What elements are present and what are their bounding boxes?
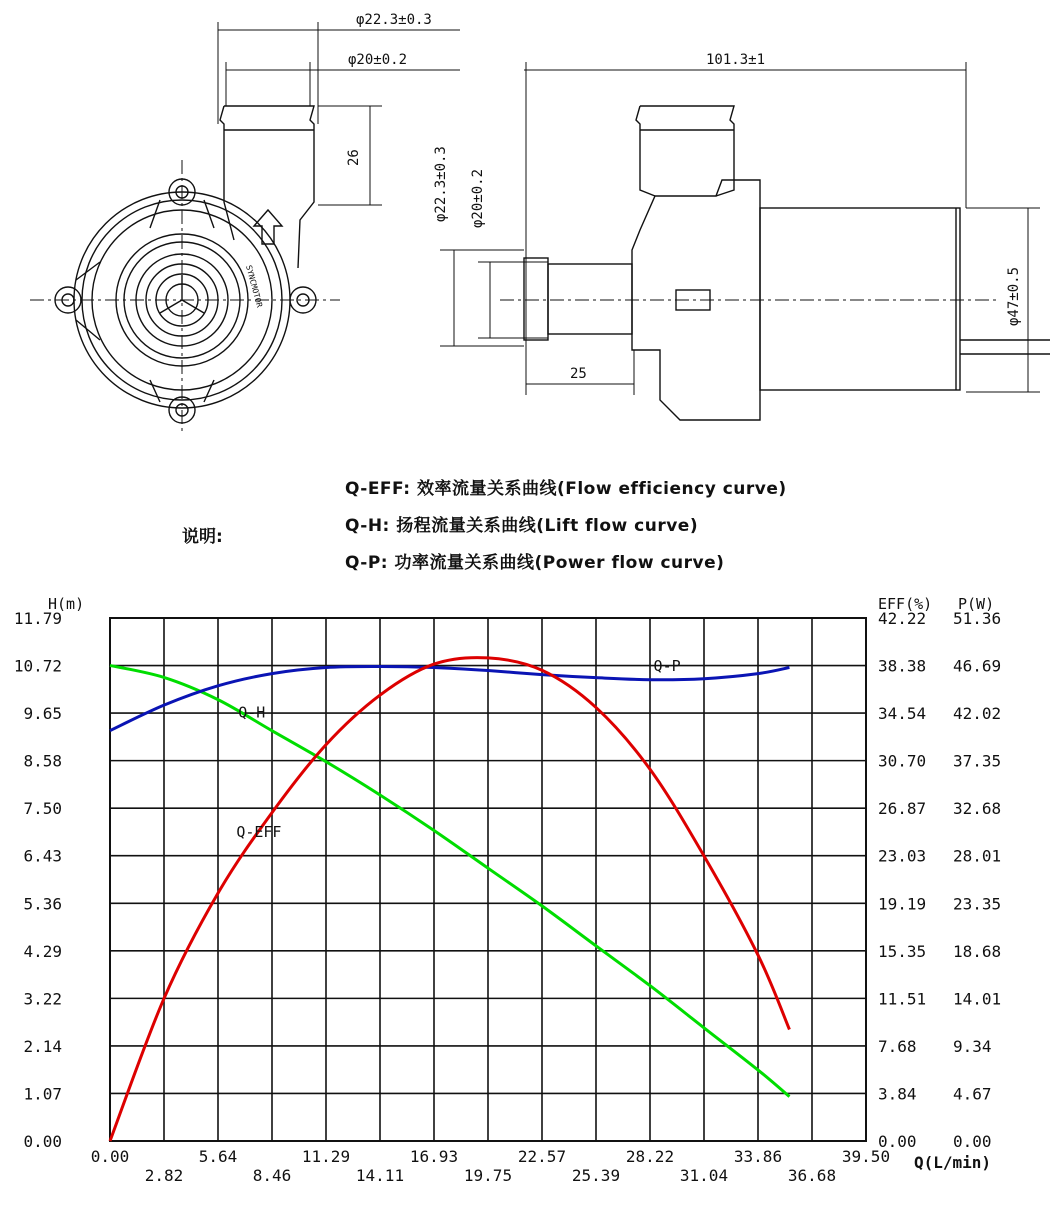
legend-item-p: Q-P: 功率流量关系曲线(Power flow curve) — [345, 553, 725, 573]
y-tick-label-power: 0.00 — [953, 1132, 992, 1151]
dim-side-outer-label: φ22.3±0.3 — [433, 146, 449, 222]
dim-outlet-len-label: 26 — [346, 149, 362, 166]
y-tick-label-left: 10.72 — [13, 656, 62, 676]
dim-inlet-len-label: 25 — [570, 366, 587, 382]
y-tick-label-left: 0.00 — [23, 1132, 62, 1151]
y-tick-label-left: 9.65 — [23, 704, 62, 724]
y-tick-label-eff: 30.70 — [878, 751, 927, 771]
series-line-q-eff — [110, 658, 789, 1141]
x-tick-label: 14.11 — [355, 1166, 405, 1185]
y-tick-label-power: 23.35 — [953, 894, 1002, 914]
y-tick-label-left: 1.07 — [23, 1084, 62, 1104]
performance-chart — [0, 580, 1050, 1229]
x-tick-label: 16.93 — [409, 1147, 459, 1166]
y-tick-label-left: 7.50 — [23, 799, 62, 819]
dim-side-inner-label: φ20±0.2 — [470, 168, 486, 228]
x-axis-label: Q(L/min) — [914, 1153, 992, 1172]
y-tick-label-eff: 42.22 — [878, 609, 927, 628]
pump-technical-drawing — [0, 0, 1050, 460]
curve-label-q-eff: Q-EFF — [236, 823, 282, 842]
y-tick-label-power: 14.01 — [953, 989, 1002, 1009]
chart-curves — [110, 657, 789, 1141]
x-tick-label: 25.39 — [571, 1166, 621, 1185]
y-tick-label-eff: 23.03 — [878, 846, 927, 866]
y-tick-label-eff: 3.84 — [878, 1084, 917, 1104]
curve-label-q-p: Q-P — [653, 656, 681, 675]
y-tick-label-power: 18.68 — [953, 941, 1002, 961]
y-tick-label-power: 51.36 — [953, 609, 1002, 628]
y-tick-label-eff: 34.54 — [878, 704, 927, 724]
x-tick-label: 31.04 — [679, 1166, 729, 1185]
y-axis-label-eff: EFF(%) — [878, 595, 933, 613]
y-tick-label-power: 46.69 — [953, 656, 1002, 676]
legend-item-h: Q-H: 扬程流量关系曲线(Lift flow curve) — [345, 516, 699, 536]
legend-block — [0, 466, 1050, 576]
y-tick-label-eff: 11.51 — [878, 989, 927, 1009]
y-tick-label-eff: 19.19 — [878, 894, 927, 914]
x-tick-label: 19.75 — [463, 1166, 513, 1185]
engraving-text: SYNCMOTOR — [244, 264, 264, 309]
y-tick-label-left: 3.22 — [23, 989, 62, 1009]
x-tick-label: 2.82 — [144, 1166, 184, 1185]
dim-total-len-label: 101.3±1 — [706, 52, 766, 68]
y-tick-label-power: 42.02 — [953, 704, 1002, 724]
y-axis-label-left: H(m) — [48, 595, 85, 613]
y-tick-label-power: 9.34 — [953, 1036, 992, 1056]
curve-label-q-h: Q-H — [238, 703, 266, 722]
y-tick-label-power: 37.35 — [953, 751, 1002, 771]
y-tick-label-left: 4.29 — [23, 941, 62, 961]
x-tick-label: 8.46 — [252, 1166, 292, 1185]
dim-top-inner-label: φ20±0.2 — [348, 52, 408, 68]
legend-item-eff: Q-EFF: 效率流量关系曲线(Flow efficiency curve) — [345, 479, 787, 499]
axis-titles — [48, 595, 994, 1172]
y-tick-label-eff: 38.38 — [878, 656, 927, 676]
chart-ticks — [14, 609, 1001, 1185]
y-tick-label-eff: 26.87 — [878, 799, 927, 819]
legend-title: 说明: — [182, 527, 223, 547]
chart-grid — [110, 618, 866, 1141]
x-tick-label: 5.64 — [198, 1147, 238, 1166]
series-line-q-p — [110, 666, 789, 730]
dim-body-dia-label: φ47±0.5 — [1006, 266, 1022, 326]
y-tick-label-power: 28.01 — [953, 846, 1002, 866]
y-tick-label-power: 32.68 — [953, 799, 1002, 819]
x-tick-label: 0.00 — [90, 1147, 130, 1166]
x-tick-label: 39.50 — [841, 1147, 891, 1166]
y-tick-label-eff: 0.00 — [878, 1132, 917, 1151]
y-tick-label-left: 6.43 — [23, 846, 62, 866]
y-tick-label-left: 11.79 — [13, 609, 62, 628]
x-tick-label: 28.22 — [625, 1147, 675, 1166]
y-axis-label-power: P(W) — [958, 595, 995, 613]
y-tick-label-left: 2.14 — [23, 1036, 62, 1056]
series-line-q-h — [110, 665, 789, 1096]
y-tick-label-eff: 15.35 — [878, 941, 927, 961]
x-tick-label: 33.86 — [733, 1147, 783, 1166]
y-tick-label-left: 8.58 — [23, 751, 62, 771]
y-tick-label-eff: 7.68 — [878, 1036, 917, 1056]
y-tick-label-left: 5.36 — [23, 894, 62, 914]
x-tick-label: 22.57 — [517, 1147, 567, 1166]
x-tick-label: 36.68 — [787, 1166, 837, 1185]
y-tick-label-power: 4.67 — [953, 1084, 992, 1104]
front-view — [30, 106, 340, 435]
dim-top-outer-label: φ22.3±0.3 — [356, 12, 432, 28]
x-tick-label: 11.29 — [301, 1147, 351, 1166]
